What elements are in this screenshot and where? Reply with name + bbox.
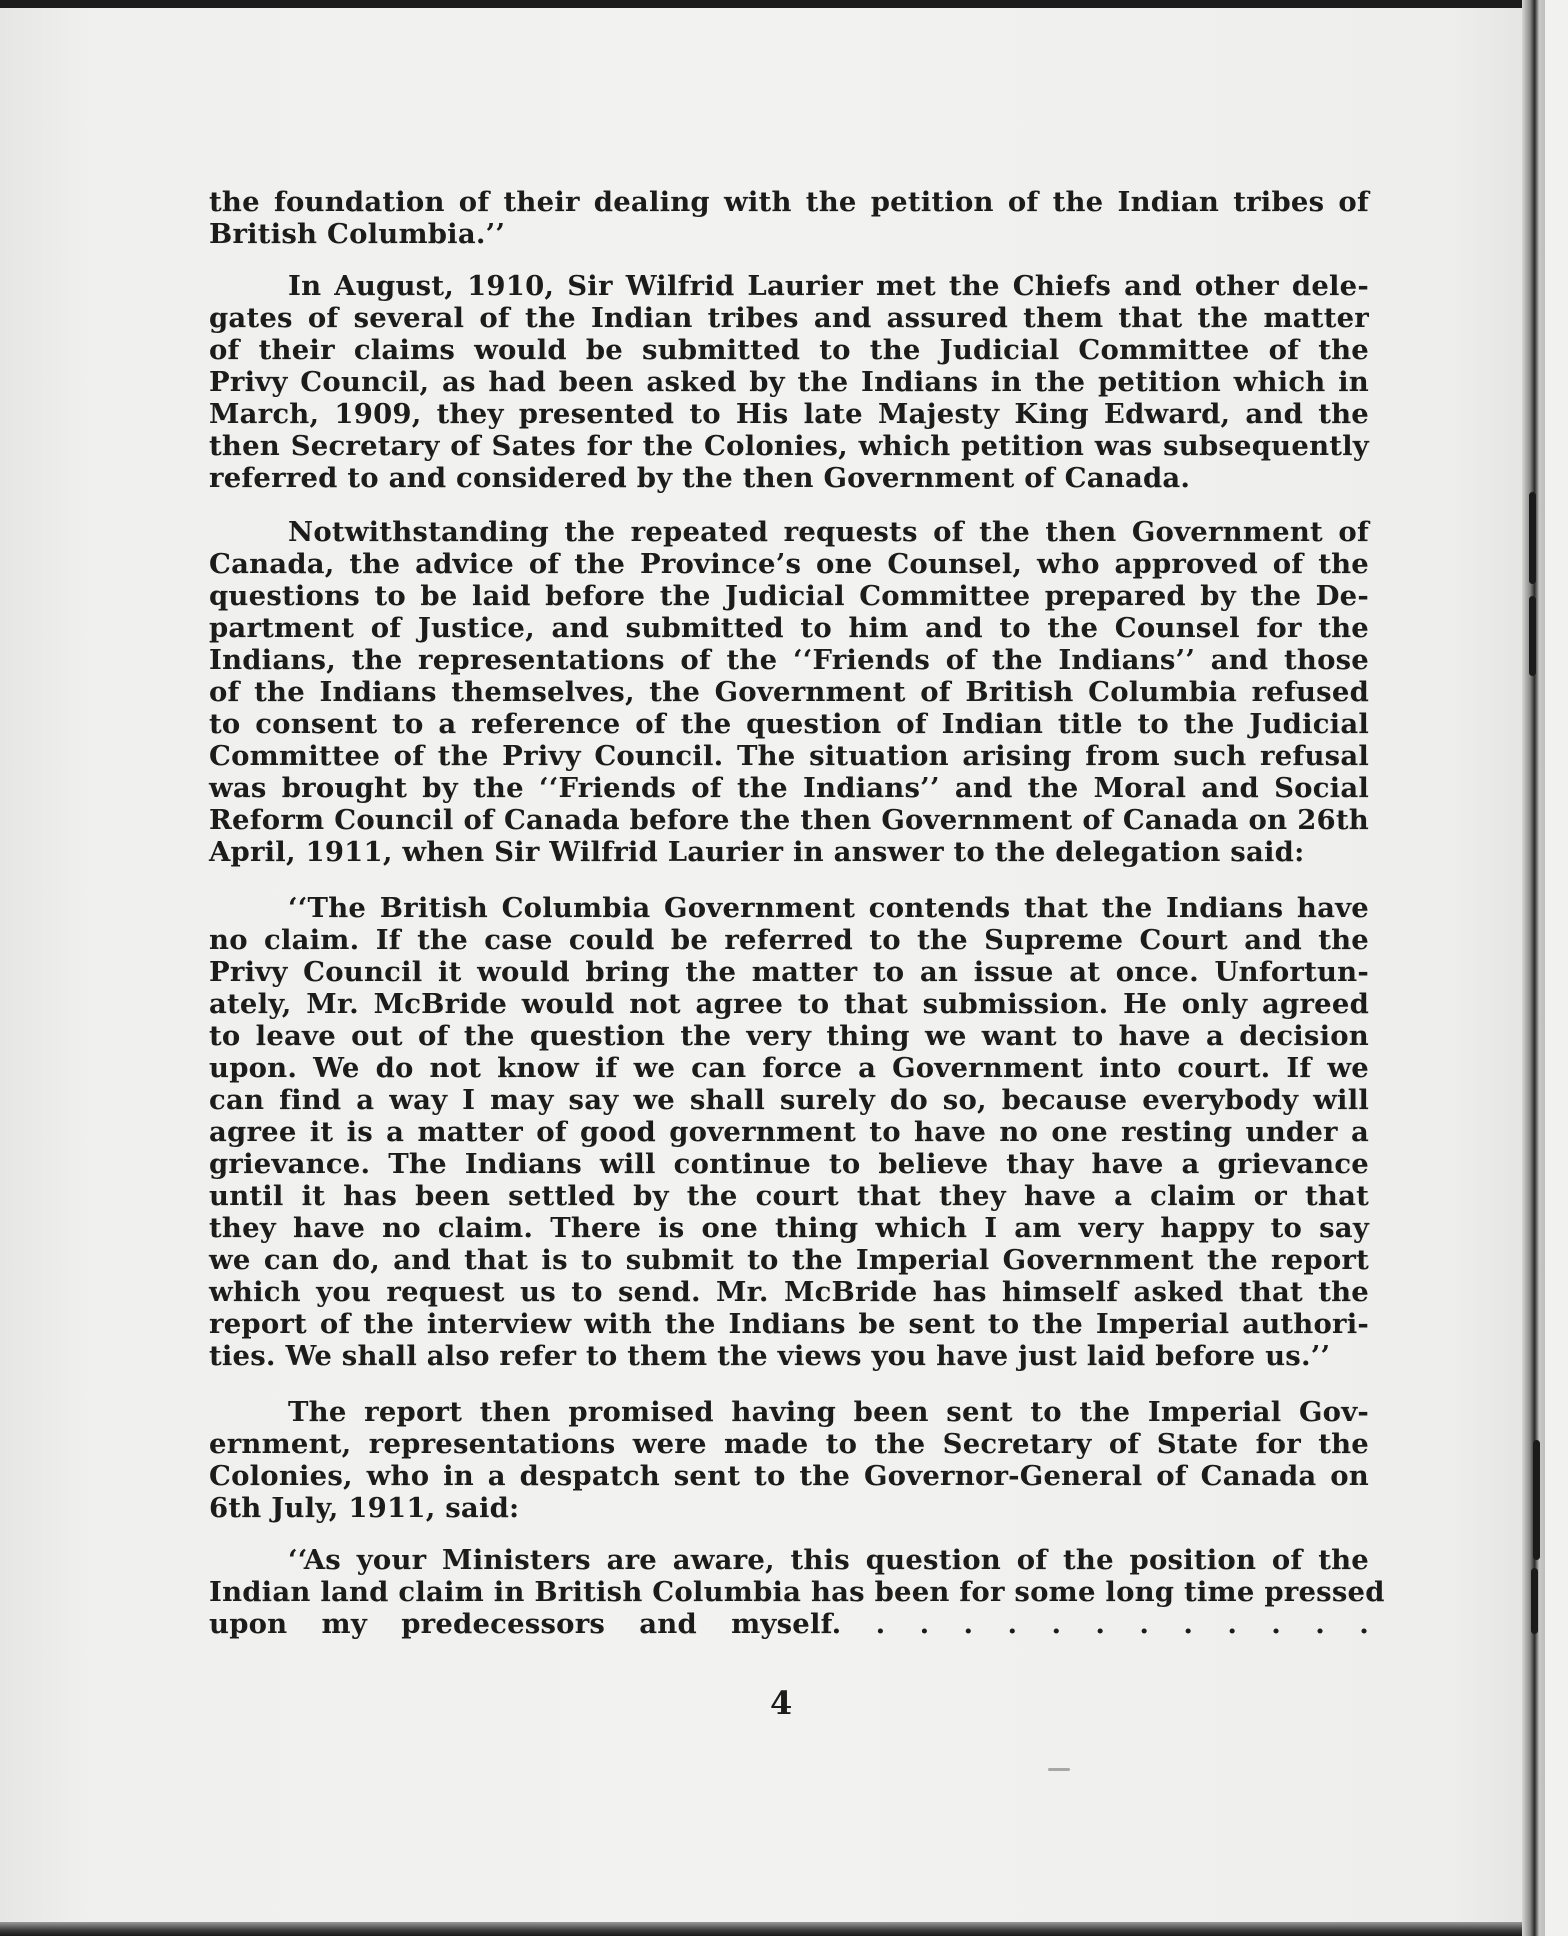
scan-edge-right bbox=[1522, 0, 1545, 1936]
text-line: In August, 1910, Sir Wilfrid Laurier met the Chiefs and other dele- bbox=[288, 270, 1369, 302]
text-line: we can do, and that is to submit to the Imperial Government the report bbox=[209, 1244, 1369, 1276]
paragraph bbox=[209, 186, 1369, 250]
text-line: The report then promised having been sent to the Imperial Gov- bbox=[288, 1396, 1369, 1428]
paragraph bbox=[209, 1396, 1369, 1524]
text-line: they have no claim. There is one thing which I am very happy to say bbox=[209, 1212, 1369, 1244]
binding-staple-mark bbox=[1531, 1568, 1538, 1634]
text-line: to consent to a reference of the question of Indian title to the Judicial bbox=[209, 708, 1369, 740]
text-line: ‘‘As your Ministers are aware, this question of the position of the bbox=[288, 1544, 1369, 1576]
text-line: can find a way I may say we shall surely do so, because everybody will bbox=[209, 1084, 1369, 1116]
text-line: Committee of the Privy Council. The situation arising from such refusal bbox=[209, 740, 1369, 772]
page-number: 4 bbox=[770, 1684, 793, 1722]
text-line: no claim. If the case could be referred to the Supreme Court and the bbox=[209, 924, 1369, 956]
text-line: Colonies, who in a despatch sent to the Governor-General of Canada on bbox=[209, 1460, 1369, 1492]
paragraph bbox=[209, 270, 1369, 494]
paragraph bbox=[209, 516, 1369, 868]
binding-staple-mark bbox=[1529, 596, 1536, 676]
text-line: agree it is a matter of good government to have no one resting under a bbox=[209, 1116, 1369, 1148]
text-line: questions to be laid before the Judicial Committee prepared by the De- bbox=[209, 580, 1369, 612]
quotation-laurier bbox=[209, 892, 1369, 1372]
body-text bbox=[209, 186, 1385, 1640]
text-line: which you request us to send. Mr. McBride has himself asked that the bbox=[209, 1276, 1369, 1308]
text-line: Indians, the representations of the ‘‘Friends of the Indians’’ and those bbox=[209, 644, 1369, 676]
scan-edge-top bbox=[0, 0, 1545, 8]
text-line: British Columbia.’’ bbox=[209, 218, 506, 250]
text-line: the foundation of their dealing with the petition of the Indian tribes of bbox=[209, 186, 1369, 218]
text-line: 6th July, 1911, said: bbox=[209, 1492, 520, 1524]
text-line: of their claims would be submitted to the Judicial Committee of the bbox=[209, 334, 1369, 366]
scan-edge-bottom bbox=[0, 1922, 1545, 1936]
text-line: of the Indians themselves, the Government of British Columbia refused bbox=[209, 676, 1369, 708]
text-line: was brought by the ‘‘Friends of the Indians’’ and the Moral and Social bbox=[209, 772, 1369, 804]
quotation-despatch bbox=[209, 1544, 1385, 1640]
text-line: upon my predecessors and myself. . . . . . . . . . . . . bbox=[209, 1608, 1369, 1640]
text-line: March, 1909, they presented to His late Majesty King Edward, and the bbox=[209, 398, 1369, 430]
text-line: April, 1911, when Sir Wilfrid Laurier in answer to the delegation said: bbox=[209, 836, 1305, 868]
text-line: grievance. The Indians will continue to believe thay have a grievance bbox=[209, 1148, 1369, 1180]
text-line: until it has been settled by the court that they have a claim or that bbox=[209, 1180, 1369, 1212]
text-line: then Secretary of Sates for the Colonies, which petition was subsequently bbox=[209, 430, 1369, 462]
text-line: Canada, the advice of the Province’s one Counsel, who approved of the bbox=[209, 548, 1369, 580]
text-line: referred to and considered by the then Government of Canada. bbox=[209, 462, 1191, 494]
binding-staple-mark bbox=[1529, 492, 1536, 584]
text-line: ‘‘The British Columbia Government contends that the Indians have bbox=[288, 892, 1369, 924]
binding-staple-mark bbox=[1533, 1440, 1540, 1560]
text-line: partment of Justice, and submitted to him and to the Counsel for the bbox=[209, 612, 1369, 644]
text-line: ties. We shall also refer to them the views you have just laid before us.’’ bbox=[209, 1340, 1331, 1372]
text-line: to leave out of the question the very thing we want to have a decision bbox=[209, 1020, 1369, 1052]
text-line: ately, Mr. McBride would not agree to that submission. He only agreed bbox=[209, 988, 1369, 1020]
text-line: Indian land claim in British Columbia has been for some long time pressed bbox=[209, 1576, 1385, 1608]
text-line: Privy Council, as had been asked by the Indians in the petition which in bbox=[209, 366, 1369, 398]
text-line: Privy Council it would bring the matter to an issue at once. Unfortun- bbox=[209, 956, 1369, 988]
text-line: ernment, representations were made to the Secretary of State for the bbox=[209, 1428, 1369, 1460]
text-line: gates of several of the Indian tribes and assured them that the matter bbox=[209, 302, 1369, 334]
scan-speck bbox=[1048, 1768, 1070, 1771]
text-line: Notwithstanding the repeated requests of the then Government of bbox=[288, 516, 1369, 548]
text-line: upon. We do not know if we can force a Government into court. If we bbox=[209, 1052, 1369, 1084]
text-line: report of the interview with the Indians be sent to the Imperial authori- bbox=[209, 1308, 1369, 1340]
text-line: Reform Council of Canada before the then Government of Canada on 26th bbox=[209, 804, 1369, 836]
